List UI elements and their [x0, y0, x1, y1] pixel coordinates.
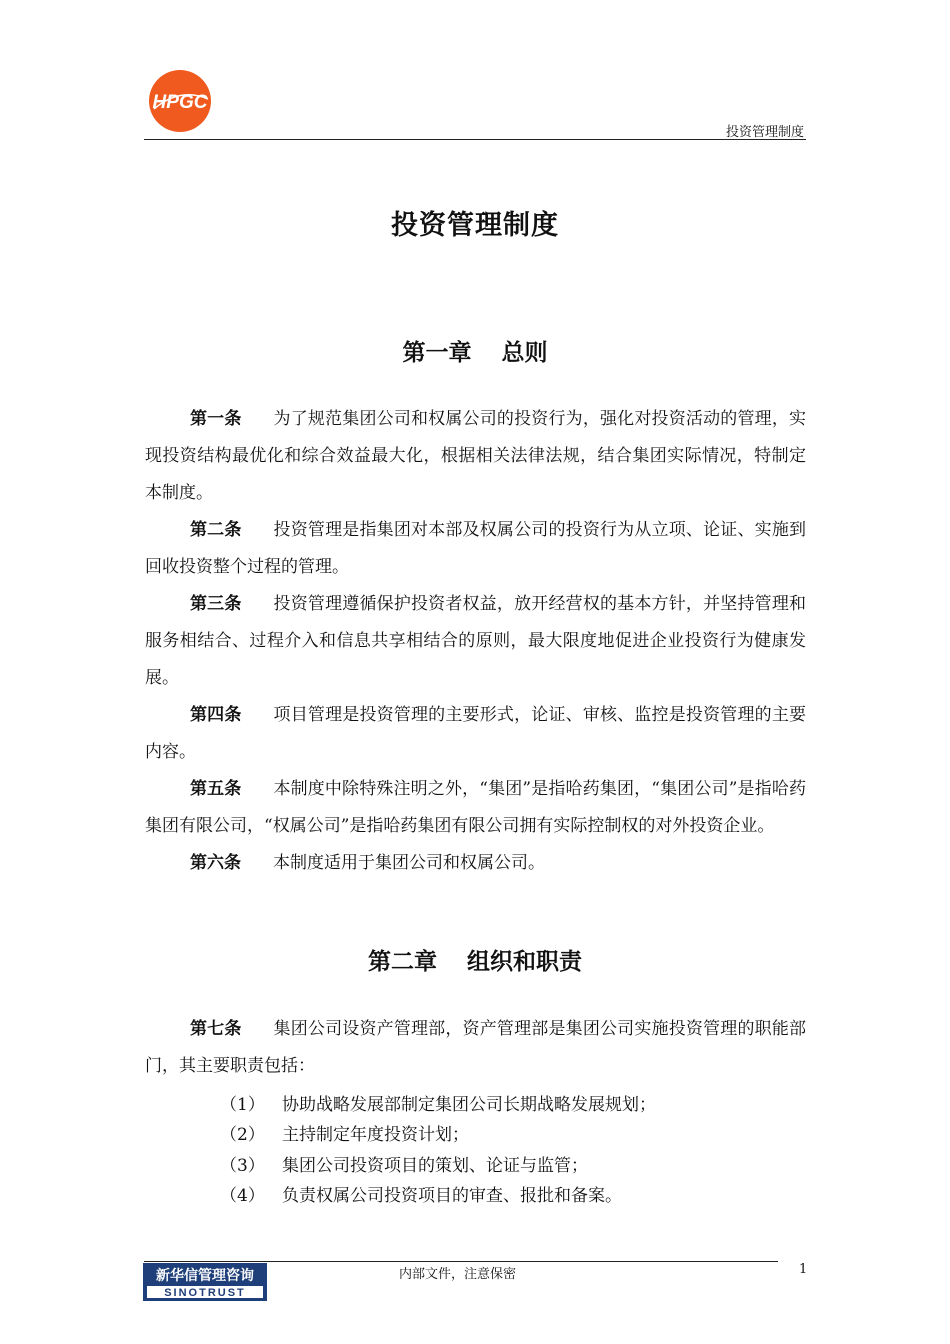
list-item	[220, 1148, 656, 1179]
duty-list	[220, 1087, 656, 1209]
list-item	[220, 1118, 656, 1149]
chapter-2-body	[145, 1011, 806, 1085]
article-label: 第六条	[190, 853, 241, 873]
chapter-1-body	[145, 401, 806, 882]
list-item-number: （1）	[220, 1094, 265, 1115]
article-label: 第二条	[190, 520, 242, 540]
document-title: 投资管理制度	[391, 210, 559, 241]
sinotrust-logo	[143, 1263, 267, 1301]
article-text: 本制度适用于集团公司和权属公司。	[273, 853, 545, 873]
article	[145, 697, 806, 771]
list-item-number: （2）	[220, 1125, 265, 1146]
confidentiality-note: 内部文件，注意保密	[399, 1267, 517, 1282]
sinotrust-logo-en: SINOTRUST	[164, 1287, 246, 1299]
chapter-name: 组织和职责	[467, 948, 582, 975]
hpgc-logo	[146, 69, 214, 133]
article	[145, 401, 806, 512]
list-item-text: 协助战略发展部制定集团公司长期战略发展规划；	[282, 1094, 656, 1115]
article-text: 项目管理是投资管理的主要形式，论证、审核、监控是投资管理的主要内容。	[145, 705, 806, 762]
article-label: 第一条	[190, 409, 242, 429]
article	[145, 512, 806, 586]
list-item-text: 负责权属公司投资项目的审查、报批和备案。	[282, 1186, 622, 1207]
chapter-number: 第二章	[368, 948, 437, 975]
list-item	[220, 1087, 656, 1118]
article-label: 第四条	[190, 705, 242, 725]
article-label: 第五条	[190, 779, 242, 799]
list-item	[220, 1179, 656, 1210]
header-divider	[144, 139, 806, 140]
article-label: 第七条	[190, 1019, 242, 1039]
article	[145, 845, 806, 882]
chapter-number: 第一章	[402, 339, 472, 366]
list-item-text: 主持制定年度投资计划；	[282, 1125, 469, 1146]
page-number: 1	[799, 1262, 808, 1277]
footer-divider	[144, 1261, 778, 1262]
list-item-number: （3）	[220, 1155, 265, 1176]
article-text: 本制度中除特殊注明之外，“集团”是指哈药集团，“集团公司”是指哈药集团有限公司，“权属公司”是指哈药集团有限公司拥有实际控制权的对外投资企业。	[145, 779, 807, 836]
list-item-text: 集团公司投资项目的策划、论证与监管；	[282, 1155, 588, 1176]
hpgc-logo-text: HPGC	[152, 92, 208, 113]
article-text: 投资管理遵循保护投资者权益，放开经营权的基本方针，并坚持管理和服务相结合、过程介入和信息共享相结合的原则，最大限度地促进企业投资行为健康发展。	[145, 594, 806, 688]
article-text: 为了规范集团公司和权属公司的投资行为，强化对投资活动的管理，实现投资结构最优化和综合效益最大化，根据相关法律法规，结合集团实际情况，特制定本制度。	[145, 409, 806, 503]
article	[145, 1011, 806, 1085]
article-text: 集团公司设资产管理部，资产管理部是集团公司实施投资管理的职能部门，其主要职责包括：	[145, 1019, 806, 1076]
article	[145, 771, 806, 845]
sinotrust-logo-cn: 新华信管理咨询	[156, 1268, 254, 1284]
article	[145, 586, 806, 697]
chapter-heading	[0, 943, 950, 976]
article-label: 第三条	[190, 594, 242, 614]
chapter-heading	[0, 334, 950, 367]
article-text: 投资管理是指集团对本部及权属公司的投资行为从立项、论证、实施到回收投资整个过程的管理。	[145, 520, 806, 577]
running-header-title: 投资管理制度	[725, 125, 804, 140]
list-item-number: （4）	[220, 1186, 265, 1207]
chapter-name: 总则	[501, 339, 548, 366]
